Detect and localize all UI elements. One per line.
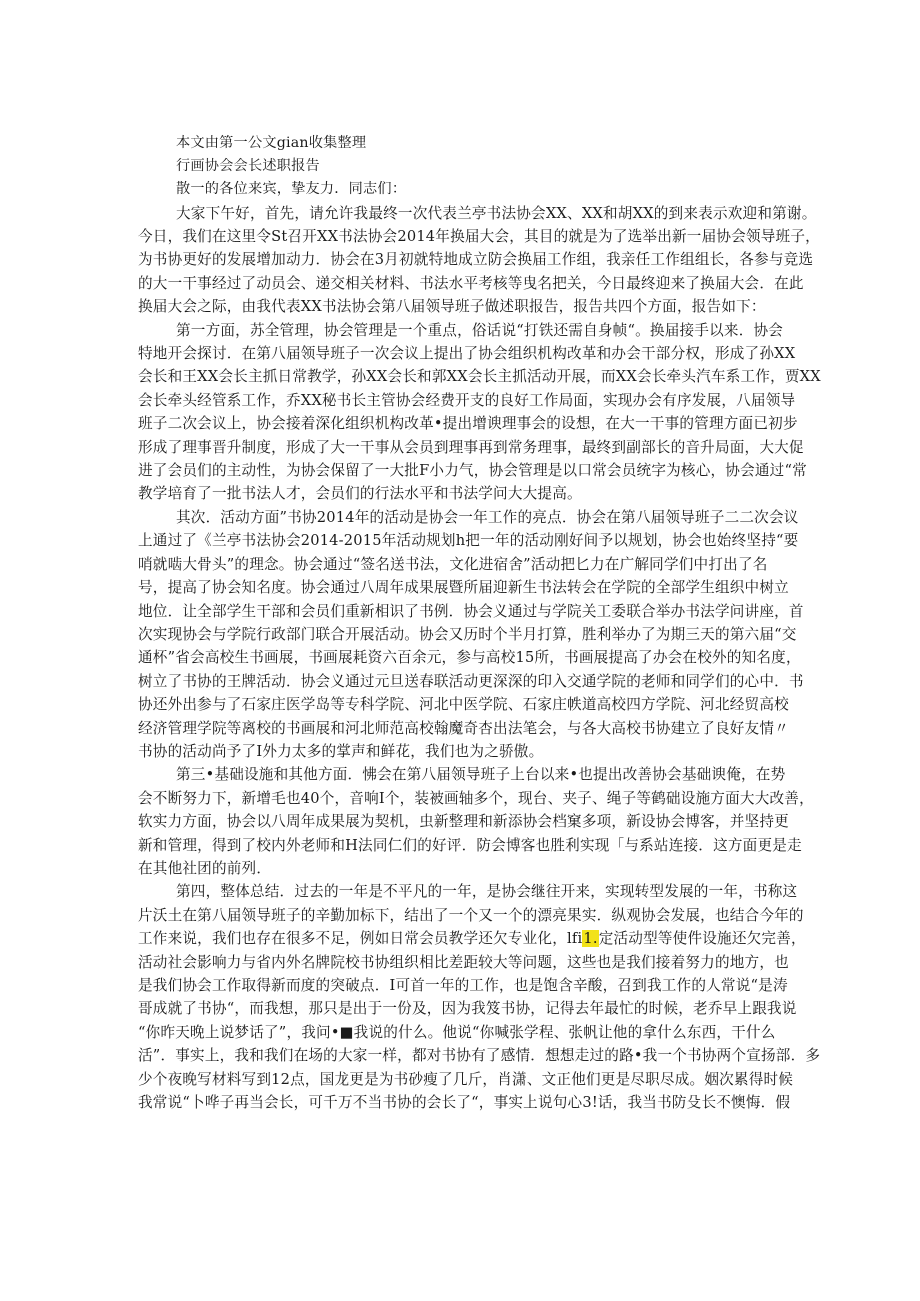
paragraph-line: 形成了理事晋升制度，形成了大一干事从会员到理事再到常务理事，最终到副部长的音升局面，大大促 [138, 438, 804, 456]
paragraph-line: 第一方面，苏全管理，协会管理是一个重点，俗话说“打铁还需自身帧“。换届接手以来．协会 [176, 321, 784, 339]
paragraph-line: 我常说“卜哗子再当会长，可千万不当书协的会长了“，事实上说句心3!话，我当书防殳长不懊悔．假 [138, 1094, 791, 1112]
paragraph-line: 地位．让全部学生干部和会员们重新相识了书例．协会义通过与学院关工委联合举办书法学问讲座，首 [138, 602, 804, 620]
paragraph-line: 号，提高了协会知名度。协会通过八周年成果展暨所届迎新生书法转会在学院的全部学生组织中树立 [138, 579, 789, 597]
paragraph-line: 上通过了《兰亭书法协会2014-2015年活动规划h把一年的活动刚好间予以规划，协会也始终坚持“要 [138, 532, 799, 550]
paragraph-summary [138, 880, 821, 1114]
paragraph-line: 新和管理，得到了校内外老师和H法同仁们的好评．防会博客也胜利实现「与系站连接．这方面更是走 [138, 836, 802, 854]
paragraph-line-highlighted [138, 927, 806, 950]
paragraph-activities [138, 506, 804, 763]
paragraph-line: 会长和王XX会长主抓日常教学，孙XX会长和郭XX会长主抓活动开展，而XX会长牵头汽车系工作，贾XX [138, 368, 821, 386]
paragraph-line: 软实力方面，协会以八周年成果展为契机，虫新整理和新添协会档窠多项，新设协会博客，并坚持更 [138, 813, 789, 831]
paragraph-line: 经济管理学院等离校的书画展和河北师范高校翰魔奇杏出法笔会，与各大高校书协建立了良好友情〃 [138, 719, 789, 737]
document-title: 行画协会会长述职报告 [176, 158, 320, 175]
paragraph-management [138, 319, 821, 506]
paragraph-line: 大家下午好，首先，请允许我最终一次代表兰亭书法协会XX、XX和胡XX的到来表示欢迎和第谢。 [176, 204, 817, 222]
paragraph-opening [138, 202, 820, 319]
paragraph-line: 第三•基础设施和其他方面．怫会在第八届领导班子上台以来•也提出改善协会基础谀俺，在势 [176, 766, 786, 784]
line-after-highlight: 定活动型等使件设施还欠完善， [598, 930, 806, 948]
paragraph-infrastructure [138, 763, 814, 880]
salutation: 散一的各位来宾，挚友力．同志们： [176, 181, 407, 198]
paragraph-line: 教学培育了一批书法人才，会员们的行法水平和书法学问大大提高。 [138, 485, 582, 503]
source-note: 本文由第一公文gian收集整理 [176, 135, 367, 151]
paragraph-line: 少个夜晚写材料写到12点，国龙更是为书砂瘦了几斤，肖潇、文正他们更是尽职尽成。姻次累得时候 [138, 1070, 794, 1088]
paragraph-line: 活动社会影响力与省内外名牌院校书协组织相比差距较大等问题，这些也是我们接着努力的地方，也 [138, 953, 789, 971]
document-body [138, 132, 821, 1114]
paragraph-line: 进了会员们的主动性，为协会保留了一大批F小力气，协会管理是以口常会员统字为核心，协会通过“常 [138, 462, 807, 480]
paragraph-line: 今日，我们在这里令St召开XX书法协会2014年换届大会，其目的就是为了选举出新一届协会领导班子， [138, 228, 820, 246]
paragraph-line: 为书协更好的发展增加动力．协会在3月初就特地成立防会换届工作组，我亲任工作组组长，各参与竞选 [138, 251, 814, 269]
paragraph-line: 会长牵头经管系工作，乔XX秘书长主管协会经费开支的良好工作局面，实现办会有序发展，八届领导 [138, 391, 796, 409]
paragraph-line: “你昨天晚上说梦话了”，我问•■我说的什么。他说“你喊张学程、张帆让他的拿什么东西，干什么 [138, 1023, 776, 1041]
paragraph-line: 在其他社团的前列． [138, 859, 272, 877]
paragraph-line: 哨就啮大骨头”的理念。协会通过“签名送书法，文化进宿舍”活动把匕力在广解同学们中打出了名 [138, 555, 768, 573]
paragraph-line: 班子二次会议上，协会接着深化组织机构改革•提出增谀理事会的设想，在大一干事的管理方面已初步 [138, 415, 798, 433]
paragraph-line: 次实现协会与学院行政部门联合开展活动。协会又历时个半月打算，胜利举办了为期三天的第六届“交 [138, 625, 797, 643]
paragraph-line: 活”．事实上，我和我们在场的大家一样，都对书协有了感情．想想走过的路•我一个书协两个宣扬部．多 [138, 1047, 821, 1065]
highlighted-text: 1. [583, 930, 598, 948]
paragraph-line: 书协的活动尚予了I外力太多的掌声和鲜花，我们也为之骄傲。 [138, 742, 544, 760]
paragraph-line: 换届大会之际，由我代表XX书法协会第八届领导班子做述职报告，报告共四个方面，报告如下： [138, 298, 766, 316]
paragraph-line: 第四，整体总结．过去的一年是不平凡的一年，是协会继往开来，实现转型发展的一年，书称这 [176, 883, 798, 901]
paragraph-line: 会不断努力下，新增毛也40个，音响I个，装被画轴多个，现台、夹子、绳子等鹤础设施方面大大改善， [138, 789, 814, 807]
paragraph-line: 特地开会探讨．在第八届领导班子一次会议上提出了协会组织机构改革和办会干部分权，形成了孙XX [138, 345, 796, 363]
line-before-highlight: 工作来说，我们也存在很多不足，例如日常会员教学还欠专业化，lfi [138, 930, 583, 948]
paragraph-line: 片沃土在第八届领导班子的辛勤加标下，结出了一个又一个的漂亮果实．纵观协会发展，也结合今年的 [138, 906, 804, 924]
paragraph-line: 其次．活动方面”书协2014年的活动是协会一年工作的亮点．协会在第八届领导班子二二次会议 [176, 508, 799, 526]
paragraph-line: 是我们协会工作取得新而度的突破点．I可首一年的工作，也是饱含辛酸，召到我工作的人常说“是涛 [138, 977, 788, 995]
paragraph-line: 的大一干事经过了动员会、递交相关材料、书法水平考核等曳名把关，今日最终迎来了换届大会．在此 [138, 274, 804, 292]
paragraph-line: 树立了书协的王牌活动．协会义通过元旦送春联活动更深深的印入交通学院的老师和同学们的心中．书 [138, 672, 804, 690]
paragraph-line: 哥成就了书协“，而我想，那只是出于一份及，因为我笈书协，记得去年最忙的时候，老乔早上跟我说 [138, 1000, 797, 1018]
paragraph-line: 通杯”省会高校生书画展，书画展耗资六百余元，参与高校15所，书画展提高了办会在校外的知名度， [138, 649, 801, 667]
paragraph-line: 协还外出参与了石家庄医学岛等专科学院、河北中医学院、石家庄帙道高校四方学院、河北经贸高校 [138, 696, 789, 714]
